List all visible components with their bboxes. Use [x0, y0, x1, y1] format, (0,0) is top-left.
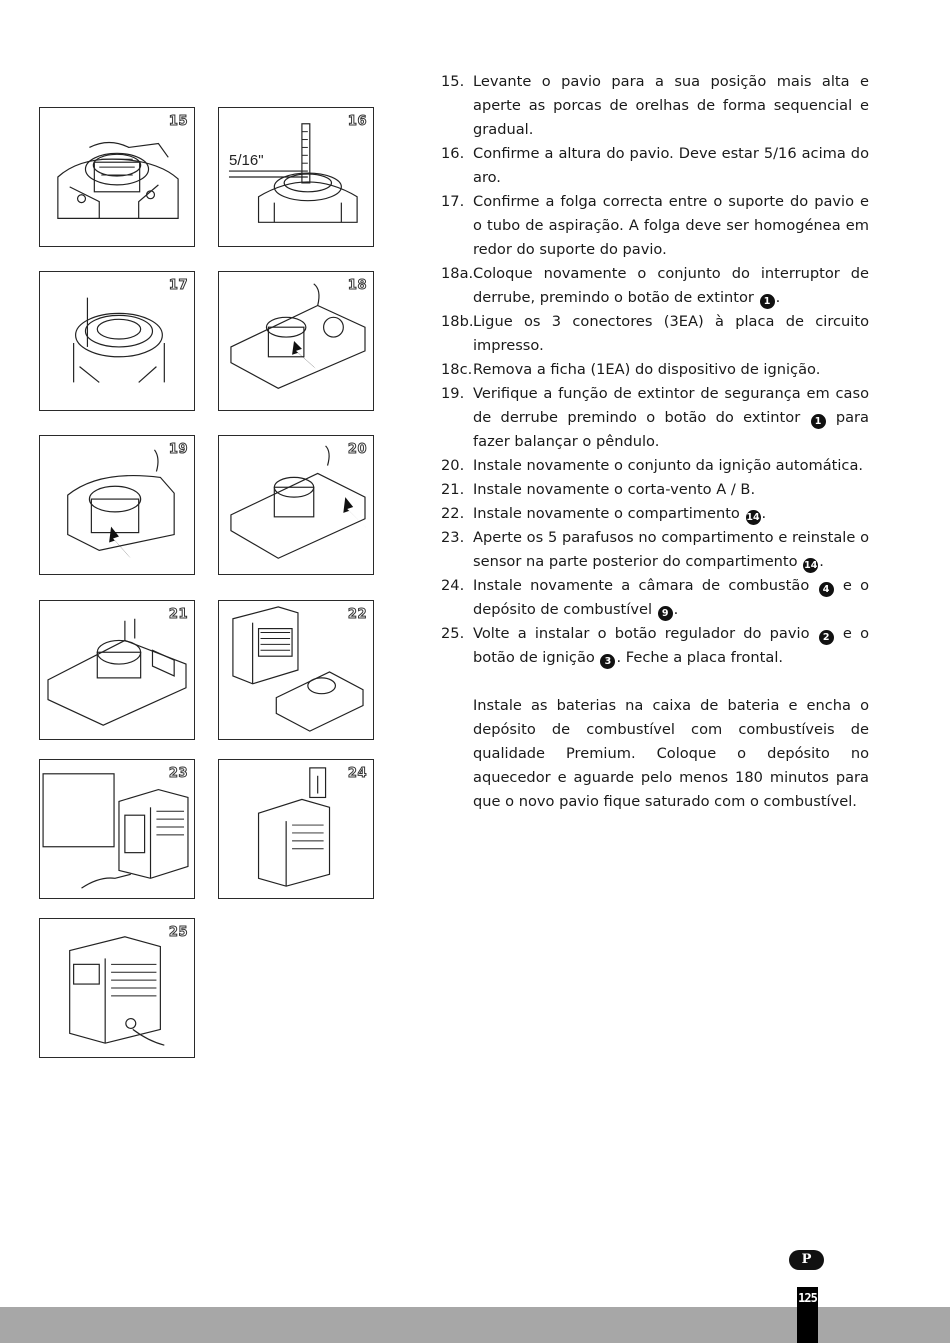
- step-25: [441, 622, 869, 670]
- step-21: [441, 478, 869, 502]
- figure-number: 17: [168, 278, 188, 293]
- step-number: 15.: [441, 73, 465, 90]
- step-text-part: .: [761, 505, 767, 522]
- step-text: Levante o pavio para a sua posição mais alta e aperte as porcas de orelhas de forma sequencial e gradual.: [473, 73, 869, 138]
- step-text-part: para fazer balançar o pêndulo.: [473, 409, 869, 450]
- step-22: [441, 502, 869, 526]
- step-number: 22.: [441, 505, 465, 522]
- step-text-part: Instale novamente a câmara de combustão: [473, 577, 818, 594]
- figure-19: [39, 435, 195, 575]
- step-23: [441, 526, 869, 574]
- step-17: [441, 190, 869, 262]
- page-number: 125: [797, 1287, 818, 1343]
- part-number-badge: 14: [746, 512, 760, 523]
- step-number: 25.: [441, 625, 465, 642]
- step-text: Instale novamente o corta-vento A / B.: [473, 481, 756, 498]
- instructions-column: [441, 70, 869, 814]
- closing-paragraph: Instale as baterias na caixa de bateria e encha o depósito de combustível com combustíveis de qualidade Premium. Coloque o depósito no aquecedor e aguarde pelo menos 180 minutos para que o novo pavio fique saturado com o combustível.: [473, 697, 869, 810]
- part-number-badge: 1: [760, 294, 775, 309]
- figure-20: [218, 435, 374, 575]
- step-18a: [441, 262, 869, 310]
- step-18b: [441, 310, 869, 358]
- step-18c: [441, 358, 869, 382]
- measurement-label: 5/16": [229, 152, 264, 169]
- part-number-badge: 1: [811, 414, 826, 429]
- figure-number: 18: [347, 278, 367, 293]
- part-number-badge: 4: [819, 582, 834, 597]
- step-text: [473, 382, 869, 454]
- step-text-part: e o botão de ignição: [473, 625, 869, 666]
- figure-number: 19: [168, 442, 188, 457]
- step-text-part: Coloque novamente o conjunto do interruptor de derrube, premindo o botão de extintor: [473, 265, 869, 306]
- figure-18: [218, 271, 374, 411]
- figure-24: [218, 759, 374, 899]
- figure-number: 22: [347, 607, 367, 622]
- step-text: [473, 502, 869, 526]
- step-number: 20.: [441, 457, 465, 474]
- step-number: 17.: [441, 193, 465, 210]
- figure-15: [39, 107, 195, 247]
- step-number: 18b.: [441, 313, 474, 330]
- figure-22: [218, 600, 374, 740]
- figure-number: 15: [168, 114, 188, 129]
- language-badge: P: [789, 1250, 824, 1270]
- step-text-part: .: [673, 601, 679, 618]
- step-15: [441, 70, 869, 142]
- step-text-part: e o depósito de combustível: [473, 577, 870, 618]
- step-text: [473, 574, 869, 622]
- step-number: 18c.: [441, 361, 473, 378]
- step-number: 24.: [441, 577, 465, 594]
- figure-number: 23: [168, 766, 188, 781]
- step-number: 16.: [441, 145, 465, 162]
- step-text: [473, 622, 869, 670]
- step-number: 19.: [441, 385, 465, 402]
- figure-number: 21: [168, 607, 188, 622]
- step-text: [473, 526, 869, 574]
- step-text-part: . Feche a placa frontal.: [616, 649, 784, 666]
- step-number: 18a.: [441, 265, 474, 282]
- figure-17: [39, 271, 195, 411]
- part-number-badge: 3: [600, 654, 615, 669]
- step-text-part: .: [775, 289, 781, 306]
- step-text-part: Instale novamente o compartimento: [473, 505, 745, 522]
- step-text: Confirme a folga correcta entre o suporte do pavio e o tubo de aspiração. A folga deve ser homogénea em redor do suporte do pavio.: [473, 193, 869, 258]
- step-text: Instale novamente o conjunto da ignição automática.: [473, 457, 864, 474]
- step-text: Ligue os 3 conectores (3EA) à placa de circuito impresso.: [473, 313, 869, 354]
- part-number-badge: 2: [819, 630, 834, 645]
- step-text: Remova a ficha (1EA) do dispositivo de ignição.: [473, 361, 821, 378]
- step-text: [473, 262, 869, 310]
- step-text-part: Aperte os 5 parafusos no compartimento e reinstale o sensor na parte posterior do compartimento: [473, 529, 869, 570]
- step-text-part: Verifique a função de extintor de segurança em caso de derrube premindo o botão do extintor: [473, 385, 869, 426]
- figure-21: [39, 600, 195, 740]
- figure-number: 25: [168, 925, 188, 940]
- step-number: 23.: [441, 529, 465, 546]
- figure-16: [218, 107, 374, 247]
- step-number: 21.: [441, 481, 465, 498]
- figure-25: [39, 918, 195, 1058]
- step-20: [441, 454, 869, 478]
- step-text-part: .: [819, 553, 824, 570]
- figure-number: 24: [347, 766, 367, 781]
- step-text: Confirme a altura do pavio. Deve estar 5/16 acima do aro.: [473, 145, 869, 186]
- part-number-badge: 14: [804, 560, 818, 571]
- step-text-part: Volte a instalar o botão regulador do pavio: [473, 625, 818, 642]
- step-24: [441, 574, 869, 622]
- figure-number: 16: [347, 114, 367, 129]
- step-19: [441, 382, 869, 454]
- figure-23: [39, 759, 195, 899]
- step-16: [441, 142, 869, 190]
- part-number-badge: 9: [658, 606, 673, 621]
- figure-number: 20: [347, 442, 367, 457]
